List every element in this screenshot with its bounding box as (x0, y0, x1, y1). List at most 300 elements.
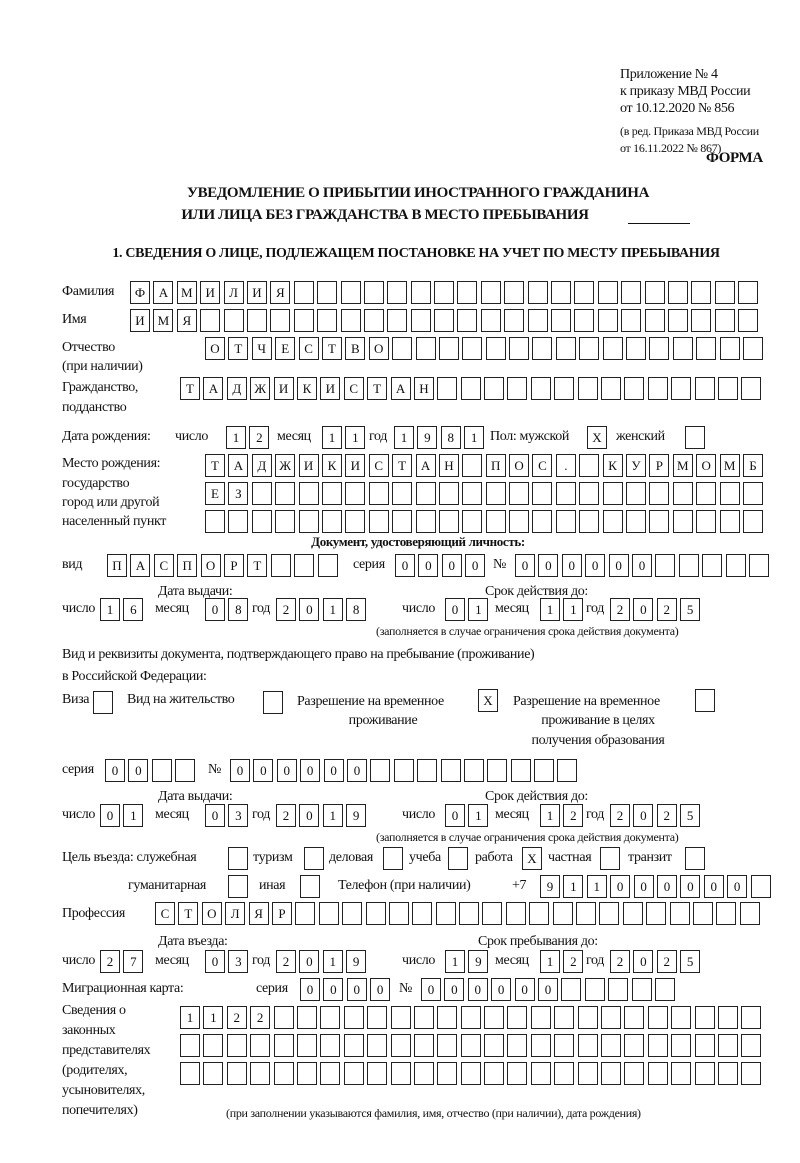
char-cell[interactable] (624, 1062, 644, 1085)
char-cell[interactable] (726, 554, 746, 577)
checkbox-cell[interactable] (228, 847, 248, 870)
char-cell[interactable]: 8 (346, 598, 366, 621)
char-cell[interactable]: К (322, 454, 342, 477)
char-cell[interactable] (411, 309, 431, 332)
char-cell[interactable]: Я (177, 309, 197, 332)
char-cell[interactable] (342, 902, 362, 925)
char-cell[interactable] (224, 309, 244, 332)
char-cell[interactable] (743, 510, 763, 533)
char-cell[interactable]: Д (252, 454, 272, 477)
char-cell[interactable] (484, 1006, 504, 1029)
char-cell[interactable] (205, 510, 225, 533)
char-cell[interactable]: М (153, 309, 173, 332)
char-cell[interactable] (624, 1006, 644, 1029)
char-cell[interactable] (579, 337, 599, 360)
char-cell[interactable]: 1 (563, 598, 583, 621)
char-cell[interactable] (275, 510, 295, 533)
char-cell[interactable]: Т (228, 337, 248, 360)
char-cell[interactable] (344, 1034, 364, 1057)
char-cell[interactable] (578, 377, 598, 400)
char-cell[interactable] (578, 1006, 598, 1029)
char-cell[interactable] (461, 377, 481, 400)
char-cell[interactable]: 2 (563, 950, 583, 973)
char-cell[interactable]: 0 (421, 978, 441, 1001)
char-cell[interactable] (603, 510, 623, 533)
char-cell[interactable] (671, 1006, 691, 1029)
char-cell[interactable] (437, 1034, 457, 1057)
char-cell[interactable]: 1 (464, 426, 484, 449)
char-cell[interactable] (696, 510, 716, 533)
char-cell[interactable]: 6 (123, 598, 143, 621)
char-cell[interactable] (412, 902, 432, 925)
char-cell[interactable]: И (345, 454, 365, 477)
char-cell[interactable]: 0 (100, 804, 120, 827)
char-cell[interactable]: 0 (632, 554, 652, 577)
char-cell[interactable] (551, 309, 571, 332)
char-cell[interactable]: 0 (562, 554, 582, 577)
char-cell[interactable]: У (626, 454, 646, 477)
char-cell[interactable] (702, 554, 722, 577)
char-cell[interactable] (370, 759, 390, 782)
checkbox-cell[interactable] (448, 847, 468, 870)
char-cell[interactable]: 1 (180, 1006, 200, 1029)
char-cell[interactable]: С (532, 454, 552, 477)
char-cell[interactable]: Т (205, 454, 225, 477)
char-cell[interactable] (297, 1062, 317, 1085)
char-cell[interactable]: 0 (395, 554, 415, 577)
char-cell[interactable] (623, 902, 643, 925)
char-cell[interactable]: 0 (299, 950, 319, 973)
char-cell[interactable] (299, 510, 319, 533)
char-cell[interactable]: 1 (587, 875, 607, 898)
char-cell[interactable] (645, 309, 665, 332)
char-cell[interactable] (741, 377, 761, 400)
char-cell[interactable]: 2 (276, 950, 296, 973)
char-cell[interactable]: 2 (249, 426, 269, 449)
char-cell[interactable] (250, 1062, 270, 1085)
char-cell[interactable] (671, 1062, 691, 1085)
char-cell[interactable] (439, 482, 459, 505)
char-cell[interactable] (716, 902, 736, 925)
char-cell[interactable] (531, 1034, 551, 1057)
char-cell[interactable] (601, 377, 621, 400)
char-cell[interactable]: 0 (300, 759, 320, 782)
char-cell[interactable] (598, 281, 618, 304)
char-cell[interactable]: 2 (657, 950, 677, 973)
char-cell[interactable] (247, 309, 267, 332)
char-cell[interactable]: Я (270, 281, 290, 304)
char-cell[interactable]: 0 (445, 598, 465, 621)
char-cell[interactable]: 0 (418, 554, 438, 577)
char-cell[interactable]: Ж (250, 377, 270, 400)
char-cell[interactable]: 0 (277, 759, 297, 782)
char-cell[interactable] (670, 902, 690, 925)
char-cell[interactable] (294, 309, 314, 332)
char-cell[interactable]: Д (227, 377, 247, 400)
char-cell[interactable] (439, 337, 459, 360)
char-cell[interactable]: А (228, 454, 248, 477)
char-cell[interactable]: 0 (347, 759, 367, 782)
char-cell[interactable]: 2 (610, 804, 630, 827)
char-cell[interactable] (391, 1006, 411, 1029)
char-cell[interactable] (531, 1006, 551, 1029)
char-cell[interactable] (434, 281, 454, 304)
char-cell[interactable] (414, 1034, 434, 1057)
char-cell[interactable] (369, 482, 389, 505)
char-cell[interactable] (556, 510, 576, 533)
char-cell[interactable] (457, 309, 477, 332)
char-cell[interactable] (578, 1062, 598, 1085)
char-cell[interactable] (668, 309, 688, 332)
char-cell[interactable] (180, 1062, 200, 1085)
char-cell[interactable] (481, 281, 501, 304)
checkbox-cell[interactable] (685, 426, 705, 449)
char-cell[interactable]: 3 (228, 804, 248, 827)
char-cell[interactable] (529, 902, 549, 925)
char-cell[interactable]: 2 (657, 804, 677, 827)
char-cell[interactable] (364, 281, 384, 304)
char-cell[interactable] (720, 337, 740, 360)
char-cell[interactable] (673, 510, 693, 533)
char-cell[interactable]: 0 (445, 804, 465, 827)
char-cell[interactable]: П (486, 454, 506, 477)
checkbox-cell[interactable]: X (522, 847, 542, 870)
char-cell[interactable]: И (200, 281, 220, 304)
char-cell[interactable] (462, 454, 482, 477)
char-cell[interactable] (459, 902, 479, 925)
char-cell[interactable] (270, 309, 290, 332)
char-cell[interactable]: Т (247, 554, 267, 577)
char-cell[interactable] (507, 1062, 527, 1085)
char-cell[interactable]: С (154, 554, 174, 577)
char-cell[interactable] (601, 1034, 621, 1057)
char-cell[interactable] (741, 1034, 761, 1057)
char-cell[interactable] (274, 1034, 294, 1057)
char-cell[interactable]: А (130, 554, 150, 577)
char-cell[interactable]: 0 (538, 554, 558, 577)
char-cell[interactable] (696, 482, 716, 505)
char-cell[interactable] (441, 759, 461, 782)
char-cell[interactable] (579, 482, 599, 505)
char-cell[interactable] (551, 281, 571, 304)
char-cell[interactable] (320, 1006, 340, 1029)
char-cell[interactable] (528, 281, 548, 304)
char-cell[interactable]: 1 (203, 1006, 223, 1029)
char-cell[interactable] (367, 1034, 387, 1057)
char-cell[interactable]: П (107, 554, 127, 577)
char-cell[interactable] (673, 337, 693, 360)
char-cell[interactable]: 1 (123, 804, 143, 827)
char-cell[interactable] (345, 482, 365, 505)
char-cell[interactable] (482, 902, 502, 925)
char-cell[interactable]: 0 (727, 875, 747, 898)
checkbox-cell[interactable] (263, 691, 283, 714)
char-cell[interactable]: 0 (609, 554, 629, 577)
char-cell[interactable] (673, 482, 693, 505)
char-cell[interactable] (484, 1062, 504, 1085)
char-cell[interactable] (507, 1034, 527, 1057)
char-cell[interactable] (601, 1006, 621, 1029)
char-cell[interactable] (578, 1034, 598, 1057)
char-cell[interactable] (738, 309, 758, 332)
char-cell[interactable]: 0 (657, 875, 677, 898)
char-cell[interactable]: И (130, 309, 150, 332)
char-cell[interactable]: 0 (538, 978, 558, 1001)
char-cell[interactable] (462, 337, 482, 360)
char-cell[interactable] (603, 337, 623, 360)
char-cell[interactable] (320, 1034, 340, 1057)
char-cell[interactable] (322, 510, 342, 533)
char-cell[interactable]: 1 (394, 426, 414, 449)
char-cell[interactable] (553, 902, 573, 925)
char-cell[interactable]: Т (392, 454, 412, 477)
char-cell[interactable]: 0 (468, 978, 488, 1001)
char-cell[interactable] (437, 1062, 457, 1085)
char-cell[interactable]: Е (205, 482, 225, 505)
char-cell[interactable]: А (153, 281, 173, 304)
char-cell[interactable] (366, 902, 386, 925)
char-cell[interactable]: 8 (228, 598, 248, 621)
char-cell[interactable] (621, 281, 641, 304)
char-cell[interactable] (624, 377, 644, 400)
char-cell[interactable] (462, 482, 482, 505)
char-cell[interactable] (228, 510, 248, 533)
char-cell[interactable] (318, 554, 338, 577)
char-cell[interactable] (624, 1034, 644, 1057)
char-cell[interactable] (341, 281, 361, 304)
char-cell[interactable]: Н (439, 454, 459, 477)
char-cell[interactable]: Л (224, 281, 244, 304)
char-cell[interactable]: 8 (441, 426, 461, 449)
char-cell[interactable]: 7 (123, 950, 143, 973)
char-cell[interactable]: 1 (100, 598, 120, 621)
char-cell[interactable] (741, 1006, 761, 1029)
char-cell[interactable] (437, 377, 457, 400)
char-cell[interactable]: 0 (299, 598, 319, 621)
char-cell[interactable]: Р (224, 554, 244, 577)
char-cell[interactable]: М (177, 281, 197, 304)
char-cell[interactable] (180, 1034, 200, 1057)
char-cell[interactable]: 0 (324, 759, 344, 782)
char-cell[interactable]: К (297, 377, 317, 400)
char-cell[interactable]: 1 (226, 426, 246, 449)
char-cell[interactable]: И (299, 454, 319, 477)
char-cell[interactable] (599, 902, 619, 925)
char-cell[interactable] (175, 759, 195, 782)
char-cell[interactable]: 0 (465, 554, 485, 577)
char-cell[interactable]: Я (249, 902, 269, 925)
char-cell[interactable] (695, 1034, 715, 1057)
char-cell[interactable] (416, 337, 436, 360)
char-cell[interactable] (295, 902, 315, 925)
char-cell[interactable]: 0 (205, 598, 225, 621)
char-cell[interactable]: 1 (540, 804, 560, 827)
char-cell[interactable]: О (202, 902, 222, 925)
char-cell[interactable] (741, 1062, 761, 1085)
char-cell[interactable] (598, 309, 618, 332)
checkbox-cell[interactable] (93, 691, 113, 714)
char-cell[interactable] (720, 510, 740, 533)
char-cell[interactable] (203, 1062, 223, 1085)
char-cell[interactable]: О (201, 554, 221, 577)
char-cell[interactable]: К (603, 454, 623, 477)
char-cell[interactable] (252, 482, 272, 505)
char-cell[interactable]: 0 (585, 554, 605, 577)
char-cell[interactable] (603, 482, 623, 505)
char-cell[interactable] (532, 482, 552, 505)
char-cell[interactable]: 0 (610, 875, 630, 898)
char-cell[interactable] (718, 1062, 738, 1085)
char-cell[interactable]: 0 (205, 950, 225, 973)
char-cell[interactable] (574, 281, 594, 304)
checkbox-cell[interactable] (300, 875, 320, 898)
checkbox-cell[interactable]: X (478, 689, 498, 712)
checkbox-cell[interactable] (685, 847, 705, 870)
char-cell[interactable]: 1 (323, 598, 343, 621)
char-cell[interactable]: 9 (540, 875, 560, 898)
char-cell[interactable]: Н (414, 377, 434, 400)
char-cell[interactable]: 1 (468, 804, 488, 827)
char-cell[interactable] (655, 554, 675, 577)
char-cell[interactable]: Е (275, 337, 295, 360)
char-cell[interactable] (679, 554, 699, 577)
char-cell[interactable] (317, 281, 337, 304)
char-cell[interactable] (389, 902, 409, 925)
char-cell[interactable] (554, 377, 574, 400)
char-cell[interactable] (743, 337, 763, 360)
char-cell[interactable] (648, 1062, 668, 1085)
char-cell[interactable] (695, 377, 715, 400)
char-cell[interactable] (718, 1006, 738, 1029)
char-cell[interactable]: М (720, 454, 740, 477)
char-cell[interactable]: Ч (252, 337, 272, 360)
char-cell[interactable]: А (203, 377, 223, 400)
char-cell[interactable]: 0 (442, 554, 462, 577)
char-cell[interactable]: 1 (563, 875, 583, 898)
char-cell[interactable] (252, 510, 272, 533)
char-cell[interactable] (554, 1006, 574, 1029)
char-cell[interactable] (416, 482, 436, 505)
char-cell[interactable]: 0 (515, 554, 535, 577)
char-cell[interactable] (695, 1006, 715, 1029)
char-cell[interactable]: 0 (633, 804, 653, 827)
char-cell[interactable]: И (274, 377, 294, 400)
char-cell[interactable]: О (205, 337, 225, 360)
char-cell[interactable]: 0 (230, 759, 250, 782)
char-cell[interactable]: Т (180, 377, 200, 400)
char-cell[interactable] (576, 902, 596, 925)
char-cell[interactable]: 1 (540, 598, 560, 621)
char-cell[interactable] (649, 482, 669, 505)
char-cell[interactable] (743, 482, 763, 505)
char-cell[interactable]: 2 (563, 804, 583, 827)
char-cell[interactable] (486, 337, 506, 360)
char-cell[interactable] (227, 1034, 247, 1057)
char-cell[interactable] (387, 281, 407, 304)
char-cell[interactable] (579, 454, 599, 477)
char-cell[interactable] (671, 377, 691, 400)
char-cell[interactable] (554, 1062, 574, 1085)
checkbox-cell[interactable] (383, 847, 403, 870)
char-cell[interactable] (556, 482, 576, 505)
char-cell[interactable]: Т (367, 377, 387, 400)
char-cell[interactable]: 1 (468, 598, 488, 621)
char-cell[interactable]: 0 (347, 978, 367, 1001)
char-cell[interactable]: 0 (300, 978, 320, 1001)
char-cell[interactable] (554, 1034, 574, 1057)
char-cell[interactable]: П (177, 554, 197, 577)
char-cell[interactable] (317, 309, 337, 332)
char-cell[interactable] (645, 281, 665, 304)
char-cell[interactable] (509, 337, 529, 360)
char-cell[interactable] (297, 1006, 317, 1029)
checkbox-cell[interactable] (600, 847, 620, 870)
char-cell[interactable] (532, 337, 552, 360)
char-cell[interactable] (532, 510, 552, 533)
char-cell[interactable] (504, 281, 524, 304)
char-cell[interactable]: 1 (345, 426, 365, 449)
char-cell[interactable]: 0 (704, 875, 724, 898)
char-cell[interactable]: О (369, 337, 389, 360)
char-cell[interactable] (319, 902, 339, 925)
char-cell[interactable]: С (299, 337, 319, 360)
char-cell[interactable] (509, 510, 529, 533)
char-cell[interactable] (626, 482, 646, 505)
checkbox-cell[interactable] (228, 875, 248, 898)
checkbox-cell[interactable]: X (587, 426, 607, 449)
char-cell[interactable] (417, 759, 437, 782)
char-cell[interactable]: Л (225, 902, 245, 925)
char-cell[interactable]: Р (649, 454, 669, 477)
char-cell[interactable] (720, 482, 740, 505)
char-cell[interactable] (715, 281, 735, 304)
char-cell[interactable]: 0 (205, 804, 225, 827)
char-cell[interactable]: 9 (346, 950, 366, 973)
char-cell[interactable] (693, 902, 713, 925)
char-cell[interactable] (461, 1034, 481, 1057)
char-cell[interactable] (648, 1006, 668, 1029)
char-cell[interactable]: 5 (680, 598, 700, 621)
char-cell[interactable] (487, 759, 507, 782)
char-cell[interactable]: 0 (370, 978, 390, 1001)
char-cell[interactable]: А (391, 377, 411, 400)
char-cell[interactable]: И (320, 377, 340, 400)
char-cell[interactable]: 1 (323, 950, 343, 973)
char-cell[interactable] (751, 875, 771, 898)
char-cell[interactable]: 2 (657, 598, 677, 621)
char-cell[interactable] (392, 482, 412, 505)
char-cell[interactable]: 5 (680, 804, 700, 827)
char-cell[interactable]: О (696, 454, 716, 477)
char-cell[interactable] (481, 309, 501, 332)
char-cell[interactable]: 0 (515, 978, 535, 1001)
char-cell[interactable]: 0 (444, 978, 464, 1001)
char-cell[interactable] (511, 759, 531, 782)
char-cell[interactable] (504, 309, 524, 332)
char-cell[interactable] (507, 377, 527, 400)
char-cell[interactable] (461, 1006, 481, 1029)
char-cell[interactable]: З (228, 482, 248, 505)
char-cell[interactable]: С (155, 902, 175, 925)
char-cell[interactable] (341, 309, 361, 332)
char-cell[interactable]: А (416, 454, 436, 477)
char-cell[interactable] (391, 1034, 411, 1057)
char-cell[interactable]: 0 (633, 598, 653, 621)
char-cell[interactable] (461, 1062, 481, 1085)
char-cell[interactable] (203, 1034, 223, 1057)
char-cell[interactable] (528, 309, 548, 332)
char-cell[interactable] (486, 510, 506, 533)
